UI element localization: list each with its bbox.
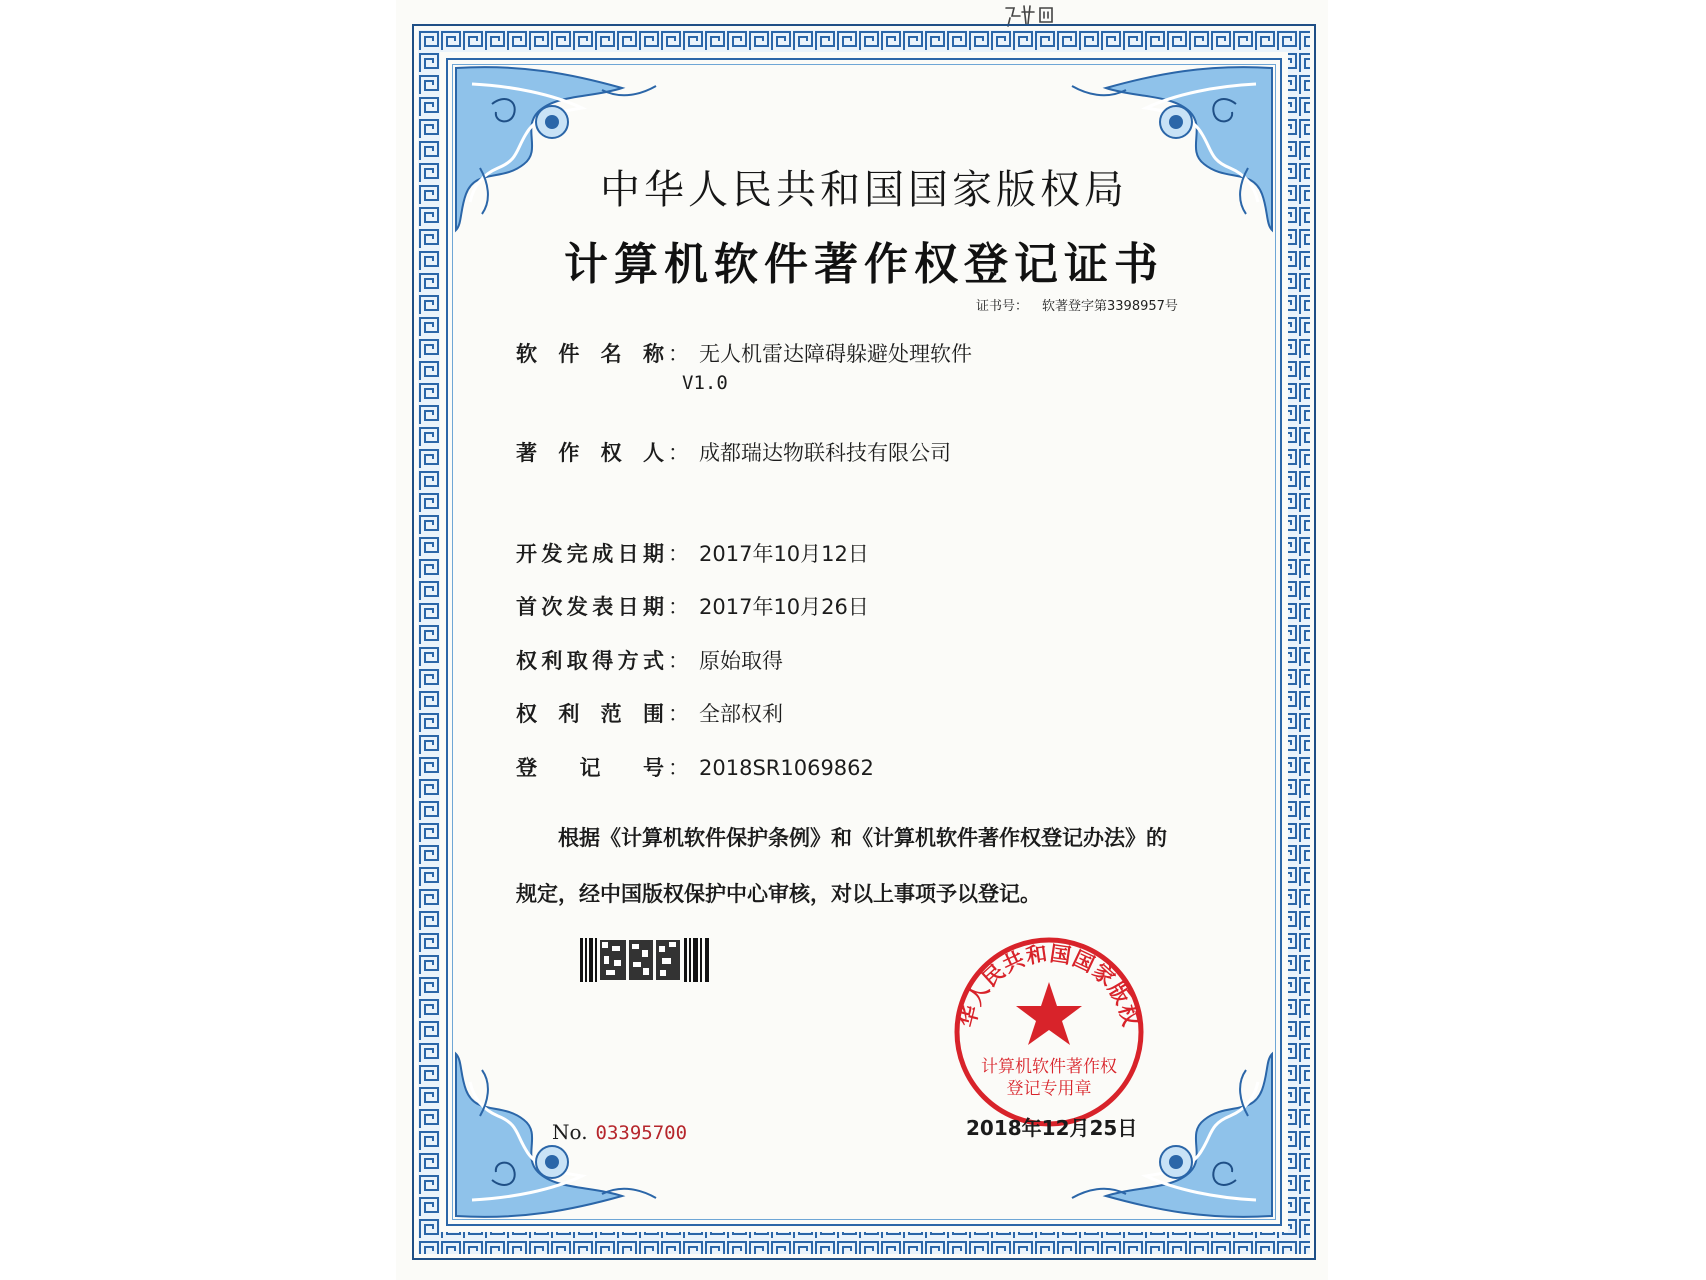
registration-no-label: 登记号 [516, 756, 664, 780]
field-rights-scope [516, 698, 783, 728]
certificate-number-value: 软著登字第3398957号 [1042, 299, 1178, 314]
field-acquisition-method [516, 645, 783, 675]
rights-scope-label: 权利范围 [516, 702, 664, 726]
colon: ： [668, 649, 689, 673]
copyright-owner-label: 著作权人 [516, 441, 664, 465]
colon: ： [668, 342, 689, 366]
field-software-name [516, 338, 972, 394]
field-completion-date [516, 538, 869, 568]
first-publish-date-label: 首次发表日期 [516, 595, 664, 619]
colon: ： [668, 542, 689, 566]
issuer-name: 中华人民共和国国家版权局 [600, 167, 1128, 213]
registration-no-value: 2018SR1069862 [699, 756, 874, 780]
certificate-title: 计算机软件著作权登记证书 [564, 239, 1164, 290]
software-version: V1.0 [682, 372, 728, 394]
colon: ： [668, 756, 689, 780]
certificate-number-label: 证书号： [976, 299, 1029, 314]
barcode [580, 938, 712, 982]
acquisition-method-value: 原始取得 [699, 649, 783, 673]
seal-star-icon [1016, 982, 1082, 1045]
field-copyright-owner [516, 437, 951, 467]
seal-inner-line-1: 计算机软件著作权 [981, 1057, 1117, 1077]
completion-date-label: 开发完成日期 [516, 542, 664, 566]
software-name-value: 无人机雷达障碍躲避处理软件 [699, 342, 972, 366]
field-registration-no [516, 752, 874, 782]
colon: ： [668, 595, 689, 619]
statement-line-1: 根据《计算机软件保护条例》和《计算机软件著作权登记办法》的 [558, 826, 1167, 850]
statement-line-2: 规定，经中国版权保护中心审核，对以上事项予以登记。 [516, 882, 1041, 906]
first-publish-date-value: 2017年10月26日 [699, 595, 869, 619]
serial-value: 03395700 [595, 1122, 688, 1144]
completion-date-value: 2017年10月12日 [699, 542, 869, 566]
rights-scope-value: 全部权利 [699, 702, 783, 726]
seal-inner-line-2: 登记专用章 [1006, 1079, 1092, 1099]
serial-number [552, 1120, 687, 1144]
acquisition-method-label: 权利取得方式 [516, 649, 664, 673]
official-seal [944, 932, 1154, 1132]
field-first-publish-date [516, 591, 869, 621]
colon: ： [668, 702, 689, 726]
software-name-label: 软件名称 [516, 342, 664, 366]
issue-date: 2018年12月25日 [966, 1116, 1138, 1140]
colon: ： [668, 441, 689, 465]
certificate-number [976, 295, 1192, 314]
serial-label: No. [552, 1120, 588, 1144]
seal-outer-text: 华人民共和国国家版权 [955, 941, 1143, 1030]
copyright-owner-value: 成都瑞达物联科技有限公司 [699, 441, 951, 465]
